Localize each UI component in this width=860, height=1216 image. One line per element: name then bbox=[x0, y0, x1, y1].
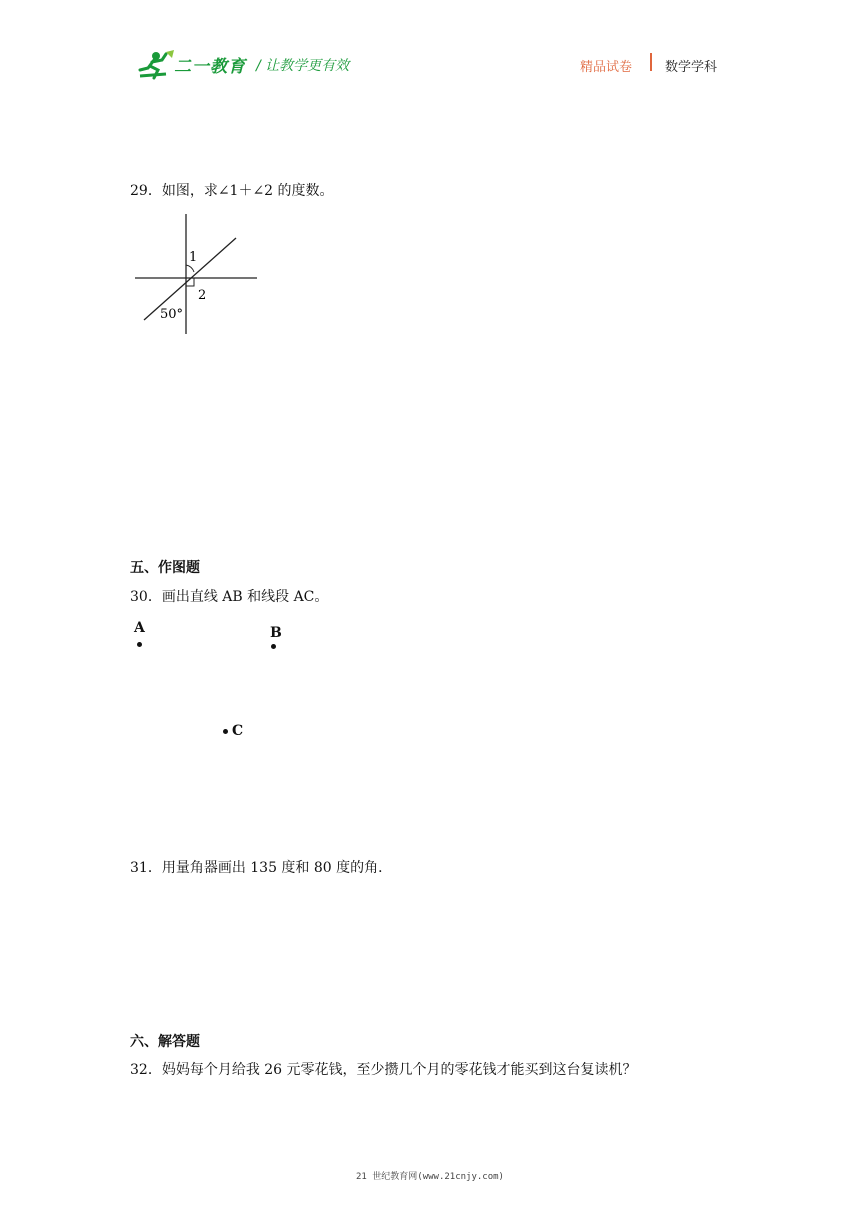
slogan: / 让教学更有效 bbox=[256, 58, 350, 74]
header-divider bbox=[650, 53, 652, 71]
point-a-label: A bbox=[134, 620, 145, 636]
question-29: 29．如图，求∠1＋∠2 的度数。 bbox=[130, 183, 334, 199]
logo-text: 二一教育 bbox=[174, 57, 246, 77]
page-footer: 21 世纪教育网(www.21cnjy.com) bbox=[356, 1172, 504, 1182]
point-b-dot bbox=[271, 644, 276, 649]
point-c-dot bbox=[223, 729, 228, 734]
section-six-title: 六、解答题 bbox=[130, 1034, 200, 1050]
point-c-label: C bbox=[232, 723, 244, 739]
figure-intersecting-lines bbox=[130, 210, 265, 338]
point-a-dot bbox=[137, 642, 142, 647]
point-b-label: B bbox=[270, 625, 282, 641]
section-five-title: 五、作图题 bbox=[130, 560, 200, 576]
question-30: 30．画出直线 AB 和线段 AC。 bbox=[130, 589, 329, 605]
header-subject: 数学学科 bbox=[665, 60, 718, 75]
question-32: 32．妈妈每个月给我 26 元零花钱，至少攒几个月的零花钱才能买到这台复读机？ bbox=[130, 1062, 637, 1078]
angle-50-label: 50° bbox=[160, 307, 184, 322]
angle-2-label: 2 bbox=[198, 288, 207, 303]
angle-1-label: 1 bbox=[189, 250, 198, 265]
angle-1-arc bbox=[186, 265, 194, 272]
question-31: 31．用量角器画出 135 度和 80 度的角． bbox=[130, 860, 393, 876]
header-tag: 精品试卷 bbox=[580, 60, 633, 75]
